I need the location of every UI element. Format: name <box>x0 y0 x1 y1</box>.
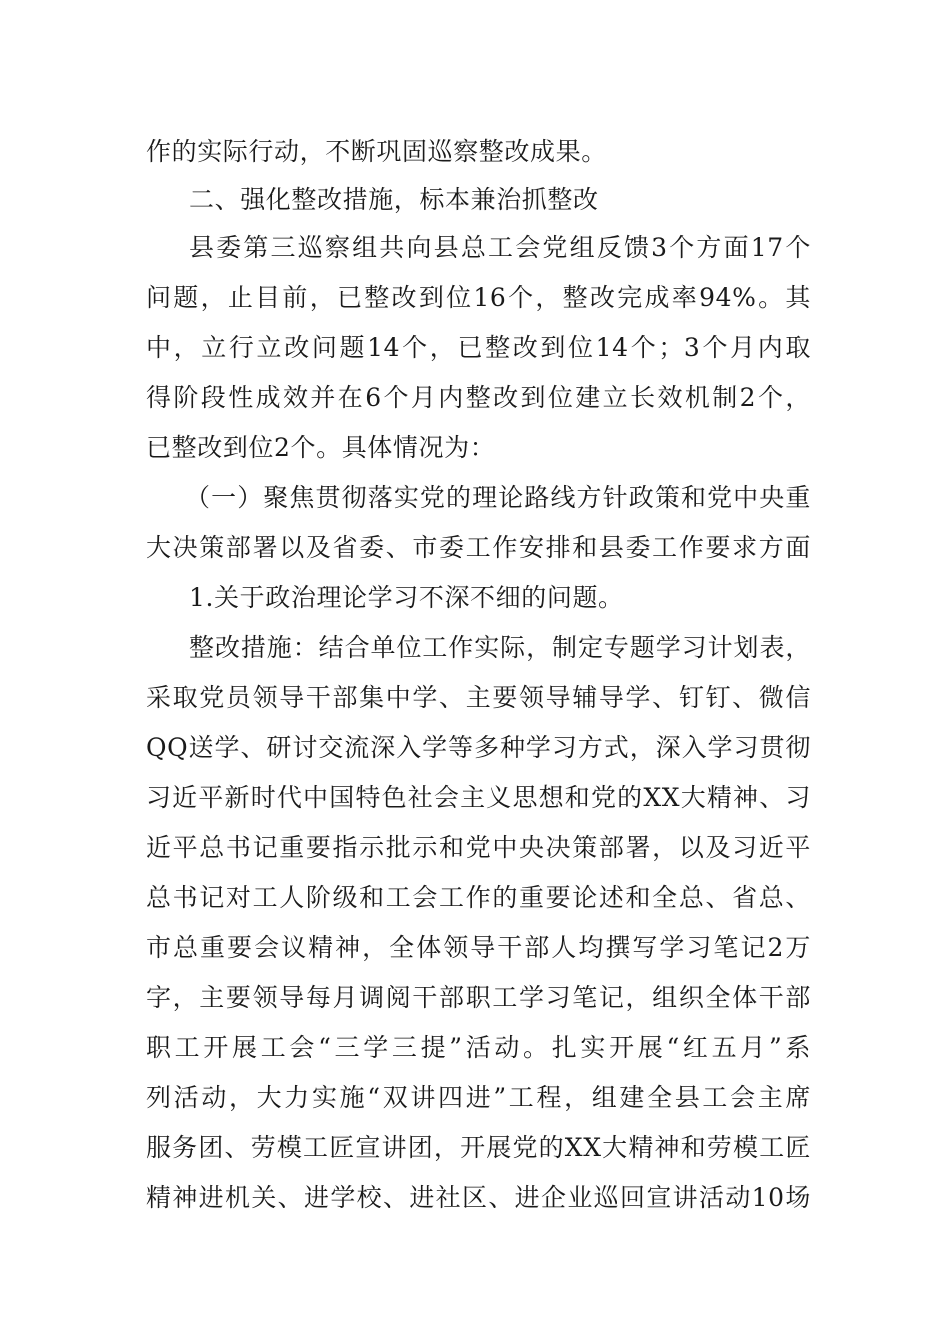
text-line-20: 列活动，大力实施“双讲四进”工程，组建全县工会主席 <box>146 1083 811 1112</box>
text-line-11: 整改措施：结合单位工作实际，制定专题学习计划表， <box>189 633 811 662</box>
subsection-heading-1: （一）聚焦贯彻落实党的理论路线方针政策和党中央重 <box>185 483 811 512</box>
item-heading-1: 1.关于政治理论学习不深不细的问题。 <box>189 583 624 612</box>
text-line-15: 近平总书记重要指示批示和党中央决策部署，以及习近平 <box>146 833 811 862</box>
text-line-7: 已整改到位2个。具体情况为： <box>146 433 496 462</box>
text-line-12: 采取党员领导干部集中学、主要领导辅导学、钉钉、微信 <box>146 683 811 712</box>
text-line-19: 职工开展工会“三学三提”活动。扎实开展“红五月”系 <box>146 1033 811 1062</box>
section-heading-2: 二、强化整改措施，标本兼治抓整改 <box>189 185 599 214</box>
text-line-6: 得阶段性成效并在6个月内整改到位建立长效机制2个， <box>146 383 811 412</box>
text-line-14: 习近平新时代中国特色社会主义思想和党的XX大精神、习 <box>146 783 811 812</box>
text-line-16: 总书记对工人阶级和工会工作的重要论述和全总、省总、 <box>146 883 811 912</box>
text-line-21: 服务团、劳模工匠宣讲团，开展党的XX大精神和劳模工匠 <box>146 1133 811 1162</box>
text-line-5: 中，立行立改问题14个，已整改到位14个；3个月内取 <box>146 333 811 362</box>
text-line-22: 精神进机关、进学校、进社区、进企业巡回宣讲活动10场 <box>146 1183 811 1212</box>
text-line-1: 作的实际行动，不断巩固巡察整改成果。 <box>146 137 607 166</box>
text-line-18: 字，主要领导每月调阅干部职工学习笔记，组织全体干部 <box>146 983 811 1012</box>
text-line-3: 县委第三巡察组共向县总工会党组反馈3个方面17个 <box>189 233 811 262</box>
text-line-17: 市总重要会议精神，全体领导干部人均撰写学习笔记2万 <box>146 933 811 962</box>
text-line-13: QQ送学、研讨交流深入学等多种学习方式，深入学习贯彻 <box>146 733 811 762</box>
subsection-heading-1-cont: 大决策部署以及省委、市委工作安排和县委工作要求方面 <box>146 533 811 562</box>
text-line-4: 问题，止目前，已整改到位16个，整改完成率94%。其 <box>146 283 811 312</box>
